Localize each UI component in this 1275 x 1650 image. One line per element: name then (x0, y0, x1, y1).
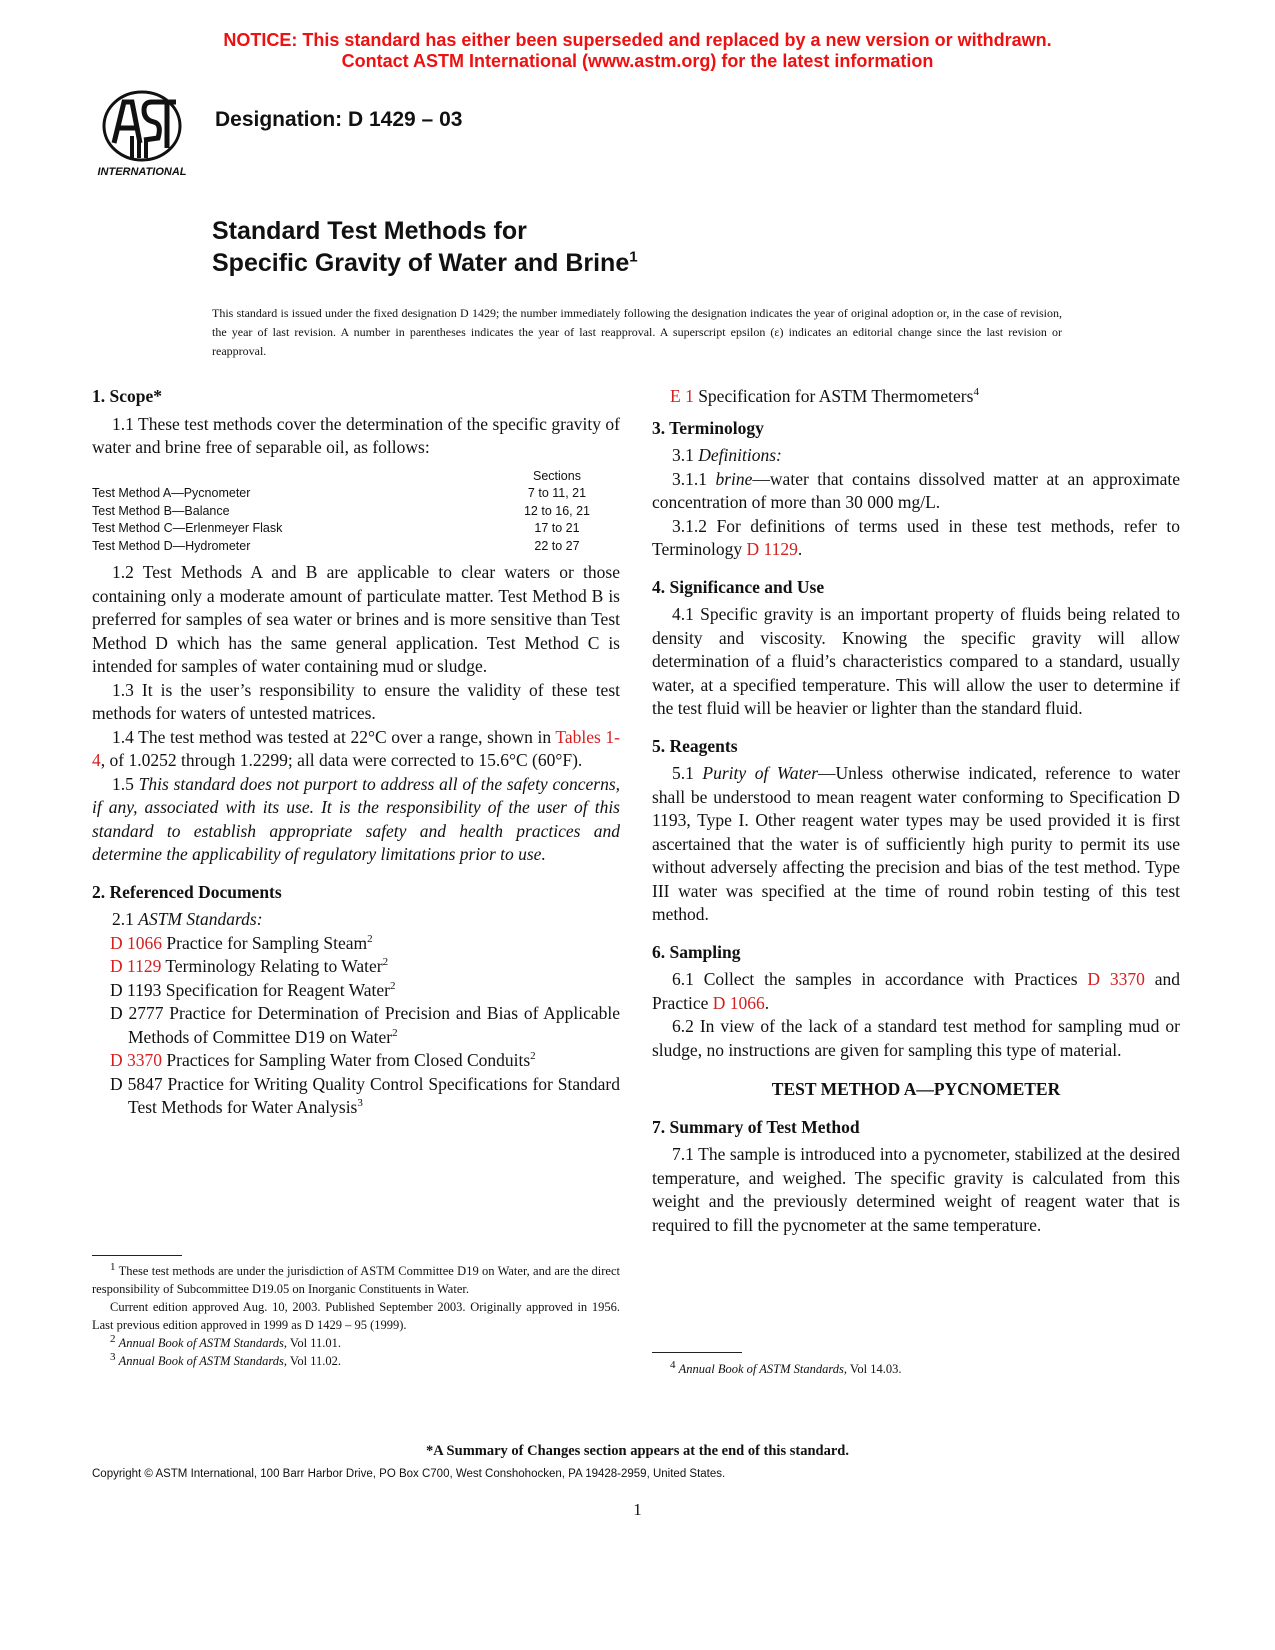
list-item: D 3370 Practices for Sampling Water from Closed Conduits$^2$ (110, 1050, 536, 1070)
list-item: D 1066 Practice for Sampling Steam$^2$ (110, 932, 373, 953)
astm-logo (92, 88, 192, 180)
sections-table (92, 468, 612, 556)
notice-banner (0, 30, 1275, 72)
para-1-1: 1.1 These test methods cover the determination of the specific gravity of water and brine free of separable oil, as follows: (92, 413, 620, 457)
table-row: Test Method B—Balance 12 to 16, 21 (92, 503, 591, 518)
left-footnotes (92, 1262, 620, 1370)
title-line-2: Specific Gravity of Water and Brine (212, 249, 630, 277)
ref-link-d3370[interactable]: D 3370 (110, 1050, 163, 1070)
ref-link-d1066-inline[interactable]: D 1066 (712, 992, 765, 1013)
summary-notice: *A Summary of Changes section appears at the end of this standard. (426, 1443, 849, 1459)
para-3-1-1: 3.1.1 brine—water that contains dissolved matter at an approximate concentration of more than 30 000 mg/L. (652, 468, 1180, 512)
title-line-1: Standard Test Methods for (212, 217, 527, 245)
footnote-divider (652, 1352, 742, 1353)
copyright: Copyright © ASTM International, 100 Barr Harbor Drive, PO Box C700, West Conshohocken, PA 19428-2959, United States. (92, 1468, 726, 1480)
footnote-1b: Current edition approved Aug. 10, 2003. Published September 2003. Originally approved in 1956. Last previous edition approved in 1999 as D 1429 – 95 (1999). (92, 1300, 620, 1332)
table-row: Test Method A—Pycnometer 7 to 11, 21 (92, 486, 587, 500)
astm-logo-icon (92, 88, 192, 180)
summary-heading: 7. Summary of Test Method (652, 1116, 860, 1137)
tables-link[interactable]: Tables 1-4 (92, 726, 620, 770)
ref-link-d1066[interactable]: D 1066 (110, 932, 163, 953)
significance-heading: 4. Significance and Use (652, 576, 825, 597)
footnote-1: $^1$ These test methods are under the jurisdiction of ASTM Committee D19 on Water, and are the direct responsibility of Subcommittee D19.05 on Inorganic Constituents in Water. (92, 1260, 621, 1296)
para-1-3: 1.3 It is the user’s responsibility to ensure the validity of these test methods for waters of untested matrices. (92, 679, 620, 723)
para-6-2: 6.2 In view of the lack of a standard test method for sampling mud or sludge, no instructions are given for sampling this type of material. (652, 1016, 1180, 1060)
ref-link-d1129[interactable]: D 1129 (110, 956, 162, 976)
notice-line-1: NOTICE: This standard has either been superseded and replaced by a new version or withdrawn. (223, 30, 1052, 50)
terminology-heading: 3. Terminology (652, 417, 764, 438)
table-row: Test Method C—Erlenmeyer Flask 17 to 21 (92, 521, 580, 535)
sampling-heading: 6. Sampling (652, 941, 741, 962)
right-column (652, 385, 1180, 1237)
ref-link-e1[interactable]: E 1 (670, 386, 694, 406)
list-item: D 1129 Terminology Relating to Water$^2$ (110, 956, 389, 976)
ref-link-d3370-inline[interactable]: D 3370 (1087, 969, 1145, 989)
footnote-3: $^3$ Annual Book of ASTM Standards, Vol 11.02. (110, 1350, 341, 1368)
method-a-heading: TEST METHOD A—PYCNOMETER (771, 1079, 1061, 1099)
right-footnotes (652, 1360, 1180, 1378)
title-footnote-ref: 1 (629, 248, 638, 266)
left-column (92, 385, 620, 1120)
footnote-2: $^2$ Annual Book of ASTM Standards, Vol 11.01. (110, 1332, 341, 1350)
designation: Designation: D 1429 – 03 (215, 108, 463, 131)
para-1-5: 1.5 This standard does not purport to address all of the safety concerns, if any, associated with its use. It is the responsibility of the user of this standard to establish appropriate safety and health practices and determine the applicability of regulatory limitations prior to use. (92, 773, 621, 864)
para-3-1: 3.1 Definitions: (672, 445, 782, 465)
notice-line-2: Contact ASTM International (www.astm.org) for the latest information (341, 51, 934, 71)
logo-text: INTERNATIONAL (97, 166, 187, 178)
sections-header: Sections (533, 468, 581, 483)
reagents-heading: 5. Reagents (652, 735, 738, 756)
refdocs-heading: 2. Referenced Documents (92, 881, 282, 902)
list-item: D 1193 Specification for Reagent Water$^2$ (110, 979, 396, 1000)
para-3-1-2: 3.1.2 For definitions of terms used in these test methods, refer to Terminology D 1129. (652, 515, 1180, 559)
para-4-1: 4.1 Specific gravity is an important property of fluids being related to density and viscosity. Knowing the specific gravity will allow determination of a fluid’s characteristics compared to a standard, usually water, at a specified temperature. This will allow the user to determine if the test fluid will be heavier or lighter than the standard fluid. (652, 604, 1180, 718)
para-1-2: 1.2 Test Methods A and B are applicable to clear waters or those containing only a moderate amount of particulate matter. Test Method B is preferred for samples of sea water or brines and is more sensitive than Test Method D which has the same general application. Test Method C is intended for samples of water containing mud or sludge. (92, 562, 620, 676)
scope-heading: 1. Scope* (92, 386, 162, 406)
ref-link-d1129-inline[interactable]: D 1129 (746, 539, 798, 559)
para-1-4: 1.4 The test method was tested at 22°C over a range, shown in Tables 1-4, of 1.0252 through 1.2299; all data were corrected to 15.6°C (60°F). (92, 726, 620, 770)
para-7-1: 7.1 The sample is introduced into a pycnometer, stabilized at the desired temperature, and weighed. The specific gravity is calculated from this weight and the previously determined weight of reagent water that is required to fill the pycnometer at the same temperature. (652, 1144, 1180, 1235)
intro-paragraph: This standard is issued under the fixed designation D 1429; the number immediately following the designation indicates the year of original adoption or, in the case of revision, the year of last revision. A number in parentheses indicates the year of last reapproval. A superscript epsilon (ε) indicates an editorial change since the last revision or reapproval. (212, 306, 1062, 358)
para-2-1: 2.1 ASTM Standards: (112, 909, 263, 929)
page-title (212, 215, 638, 279)
para-5-1: 5.1 Purity of Water—Unless otherwise indicated, reference to water shall be understood to mean reagent water conforming to Specification D 1193, Type I. Other reagent water types may be used provided it is first ascertained that the water is of sufficiently high purity to permit its use without adversely affecting the precision and bias of the test method. Type III water was specified at the time of round robin testing of this test method. (652, 763, 1180, 924)
list-item: D 2777 Practice for Determination of Precision and Bias of Applicable Methods of Committee D19 on Water$^2$ (110, 1003, 621, 1047)
table-row: Test Method D—Hydrometer 22 to 27 (92, 538, 580, 553)
para-6-1: 6.1 Collect the samples in accordance with Practices D 3370 and Practice D 1066. (652, 969, 1181, 1013)
page-number: 1 (633, 1500, 642, 1519)
footnote-4: $^4$ Annual Book of ASTM Standards, Vol 14.03. (670, 1358, 902, 1376)
list-item: D 5847 Practice for Writing Quality Control Specifications for Standard Test Methods for Water Analysis$^3$ (110, 1073, 621, 1117)
footnote-divider (92, 1255, 182, 1256)
list-item: E 1 Specification for ASTM Thermometers$^4$ (670, 386, 979, 406)
